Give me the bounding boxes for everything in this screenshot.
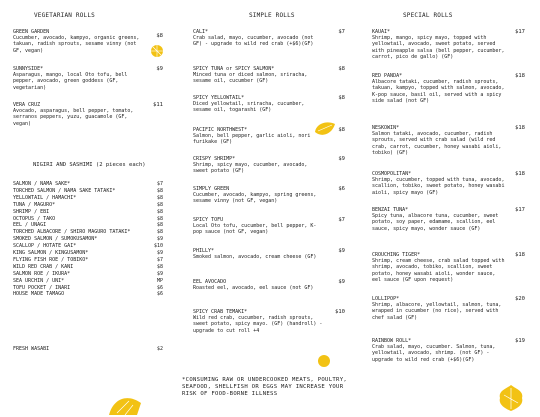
menu-item <box>193 309 323 334</box>
item-description: Asparagus, mango, local Oto tofu, bell pepper, avocado, green goddess (GF, vegetarian) <box>13 72 128 91</box>
item-description: Smoked salmon, avocado, cream cheese (GF) <box>193 254 317 261</box>
special-rolls-title: SPECIAL ROLLS <box>403 12 453 19</box>
raw-food-notice: *CONSUMING RAW OR UNDERCOOKED MEATS, POULTRY, SEAFOOD, SHELLFISH OR EGGS MAY INCREASE YOUR RISK OF FOOD-BORNE ILLNESS <box>182 377 348 398</box>
item-name: RED PANDA* <box>372 73 403 79</box>
nigiri-item-name: KING SALMON / KINGUSAMON* <box>13 250 89 256</box>
nigiri-item-name: SHRIMP / EBI <box>13 208 50 215</box>
item-name: CROUCHING TIGER* <box>372 252 421 258</box>
item-description: Cucumber, avocado, kampyo, spring greens, sesame vinny (not GF, vegan) <box>193 192 317 205</box>
item-description: Roasted eel, avocado, eel sauce (not GF) <box>193 285 314 292</box>
item-description: Shrimp, mango, spicy mayo, topped with yellowtail, avocado, sweet potato, served with pineapple salsa (bell pepper, cucumber, carrot, pico de gallo) (GF) <box>372 35 505 60</box>
item-name: RAINBOW ROLL* <box>372 338 412 344</box>
menu-item <box>193 66 323 85</box>
item-price: $19 <box>515 338 525 344</box>
item-price: $8 <box>338 95 345 101</box>
item-price: $10 <box>335 309 345 315</box>
item-description: Shrimp, albacore, yellowtail, salmon, tuna, wrapped in cucumber (no rice), served with chef salad (GF) <box>372 302 502 321</box>
nigiri-item-name: EEL / UNAGI <box>13 222 47 229</box>
nigiri-item-name: SALMON ROE / IKURA* <box>13 270 71 277</box>
item-price: $18 <box>515 125 525 131</box>
nigiri-item-price: MP <box>156 277 163 284</box>
nigiri-item-price: $8 <box>156 263 163 270</box>
item-description: Cucumber, avocado, kampyo, organic greens, takuan, radish sprouts, sesame vinny (not GF, vegan) <box>13 35 140 54</box>
yellow-dot-icon <box>317 354 331 368</box>
item-price: $7 <box>338 29 345 35</box>
item-name: SUNNYSIDE* <box>13 66 44 72</box>
menu-item <box>372 252 507 283</box>
menu-item <box>193 248 323 260</box>
item-price: $9 <box>338 279 345 285</box>
item-description: Salmon tataki, avocado, cucumber, radish sprouts, served with crab salad (wild red crab, carrot, cucumber, honey wasabi aioli, tobiko) (GF) <box>372 131 502 156</box>
item-name: CALI* <box>193 29 209 35</box>
item-price: $17 <box>515 207 525 213</box>
menu-item <box>372 125 507 156</box>
nigiri-item-price: $8 <box>156 222 163 229</box>
item-name: SIMPLY GREEN <box>193 186 230 192</box>
menu-item <box>193 279 323 291</box>
item-price: $6 <box>338 186 345 192</box>
nigiri-item-price: $9 <box>156 236 163 243</box>
nigiri-sashimi-title: NIGIRI AND SASHIMI (2 pieces each) <box>33 162 146 168</box>
menu-item <box>372 171 507 196</box>
nigiri-item-name: WILD RED CRAB / KANI <box>13 263 74 270</box>
nigiri-item-price: $8 <box>156 194 163 201</box>
menu-item <box>193 186 323 205</box>
item-description: Wild red crab, cucumber, radish sprouts, sweet potato, spicy mayo. (GF) (handroll) - upgrade to cut roll +4 <box>193 315 323 334</box>
item-description: Local Oto tofu, cucumber, bell pepper, K-pop sauce (not GF, vegan) <box>193 223 317 236</box>
item-price: $9 <box>156 66 163 72</box>
menu-item <box>193 127 323 146</box>
nigiri-item-price: $10 <box>153 243 163 250</box>
nigiri-item-price: $6 <box>156 291 163 298</box>
nigiri-item-name: TORCHED ALBACORE / SHIRO MAGURO TATAKI* <box>13 229 131 236</box>
item-name: PACIFIC NORTHWEST* <box>193 127 248 133</box>
item-name: CRISPY SHRIMP* <box>193 156 236 162</box>
nigiri-item-price: $6 <box>156 284 163 291</box>
item-price: $7 <box>338 217 345 223</box>
item-name: PHILLY* <box>193 248 215 254</box>
nigiri-item-price: $8 <box>156 187 163 194</box>
flower-leaf-icon <box>496 383 526 413</box>
menu-item <box>13 102 148 127</box>
menu-item <box>13 29 148 54</box>
nigiri-item-name: TUNA / MAGURO* <box>13 201 56 208</box>
item-description: Shrimp, spicy mayo, cucumber, avocado, sweet potato (GF) <box>193 162 308 175</box>
item-name: VERA CRUZ <box>13 102 41 108</box>
nigiri-item-name: SEA URCHIN / UNI* <box>13 277 65 284</box>
item-price: $18 <box>515 171 525 177</box>
nigiri-item-name: SMOKED SALMON / SUMOKUSAMON* <box>13 236 98 243</box>
item-price: $20 <box>515 296 525 302</box>
leaf-icon <box>107 389 145 417</box>
item-description: Spicy tuna, albacore tuna, cucumber, sweet potato, soy paper, edamame, scallion, eel sauce, spicy mayo, wonder sauce (GF) <box>372 213 499 232</box>
item-price: $18 <box>515 252 525 258</box>
item-name: SPICY TOFU <box>193 217 224 223</box>
item-name: GREEN GARDEN <box>13 29 50 35</box>
nigiri-item-name: YELLOWTAIL / HAMACHI* <box>13 194 77 201</box>
item-name: SPICY TUNA or SPICY SALMON* <box>193 66 275 72</box>
nigiri-item-name: HOUSE MADE TAMAGO <box>13 291 65 298</box>
nigiri-item-name: TOFU POCKET / INARI <box>13 284 71 291</box>
menu-item <box>193 29 323 48</box>
nigiri-item-name: SALMON / NAMA SAKE* <box>13 181 71 187</box>
item-price: $18 <box>515 73 525 79</box>
item-name: SPICY YELLOWTAIL* <box>193 95 245 101</box>
item-description: Albacore tataki, cucumber, radish sprouts, takuan, kampyo, topped with salmon, avocado, K-pop sauce, basil oil, served with a spicy side salad (not GF) <box>372 79 505 104</box>
item-description: Crab salad, mayo, cucumber, avocado (not GF) - upgrade to wild red crab (+$6)(GF) <box>193 35 314 48</box>
menu-item <box>372 29 507 60</box>
item-name: EEL AVOCADO <box>193 279 227 285</box>
item-name: KAUAI* <box>372 29 391 35</box>
item-price: $11 <box>153 102 163 108</box>
nigiri-item-name: FLYING FISH ROE / TOBIKO* <box>13 256 89 263</box>
item-description: Diced yellowtail, sriracha, cucumber, sesame oil, togarashi (GF) <box>193 101 305 114</box>
menu-item <box>193 217 323 236</box>
nigiri-item-price: $7 <box>156 256 163 263</box>
menu-item <box>372 73 507 104</box>
item-description: Avocado, asparagus, bell pepper, tomato, serranos peppers, yuzu, guacamole (GF, vegan) <box>13 108 134 127</box>
item-price: $9 <box>338 156 345 162</box>
menu-item <box>372 338 507 363</box>
nigiri-item-price: $8 <box>156 208 163 215</box>
menu-item <box>372 296 507 321</box>
nigiri-item-name: TORCHED SALMON / NAMA SAKE TATAKI* <box>13 187 116 194</box>
item-price: $9 <box>338 248 345 254</box>
item-description: Crab salad, mayo, cucumber. Salmon, tuna, yellowtail, avocado, shrimp. (not GF) - upgrade to wild red crab (+$6)(GF) <box>372 344 496 363</box>
item-price: $8 <box>338 127 345 133</box>
item-name: BENZAI TUNA* <box>372 207 409 213</box>
item-name: NESKOWIN* <box>372 125 400 131</box>
nigiri-item-price: $9 <box>156 270 163 277</box>
menu-item <box>193 95 323 114</box>
simple-rolls-title: SIMPLE ROLLS <box>249 12 295 19</box>
item-price: $8 <box>156 33 163 39</box>
nigiri-item-name: SCALLOP / HOTATE GAI* <box>13 243 77 250</box>
menu-item <box>193 156 323 175</box>
nigiri-item-price: $9 <box>156 250 163 256</box>
nigiri-item-name: OCTOPUS / TAKO <box>13 215 56 222</box>
nigiri-item-price: $7 <box>156 181 163 187</box>
item-description: Shrimp, cucumber, topped with tuna, avocado, scallion, tobiko, sweet potato, honey wasabi aioli, spicy mayo (GF) <box>372 177 505 196</box>
vegetarian-rolls-title: VEGETARIAN ROLLS <box>34 12 95 19</box>
nigiri-item-price: $8 <box>156 229 163 236</box>
item-description: Minced tuna or diced salmon, sriracha, sesame oil, cucumber (GF) <box>193 72 308 85</box>
menu-item <box>13 66 148 91</box>
item-price: $17 <box>515 29 525 35</box>
lemon-slice-icon <box>150 44 164 58</box>
lemon-wedge-icon <box>312 118 338 140</box>
fresh-wasabi-price: $2 <box>156 346 163 352</box>
fresh-wasabi-label: FRESH WASABI <box>13 346 50 352</box>
menu-item <box>372 207 507 232</box>
nigiri-item-price: $8 <box>156 201 163 208</box>
item-description: Shrimp, cream cheese, crab salad topped with shrimp, avocado, tobiko, scallion, sweet potato, honey wasabi aioli, wonder sauce, eel sauce (GF upon request) <box>372 258 505 283</box>
item-name: COSMOPOLITAN* <box>372 171 412 177</box>
item-price: $8 <box>338 66 345 72</box>
item-name: LOLLIPOP* <box>372 296 400 302</box>
item-name: SPICY CRAB TEMAKI* <box>193 309 248 315</box>
item-description: Salmon, bell pepper, garlic aioli, nori furikake (GF) <box>193 133 311 146</box>
nigiri-item-price: $8 <box>156 215 163 222</box>
